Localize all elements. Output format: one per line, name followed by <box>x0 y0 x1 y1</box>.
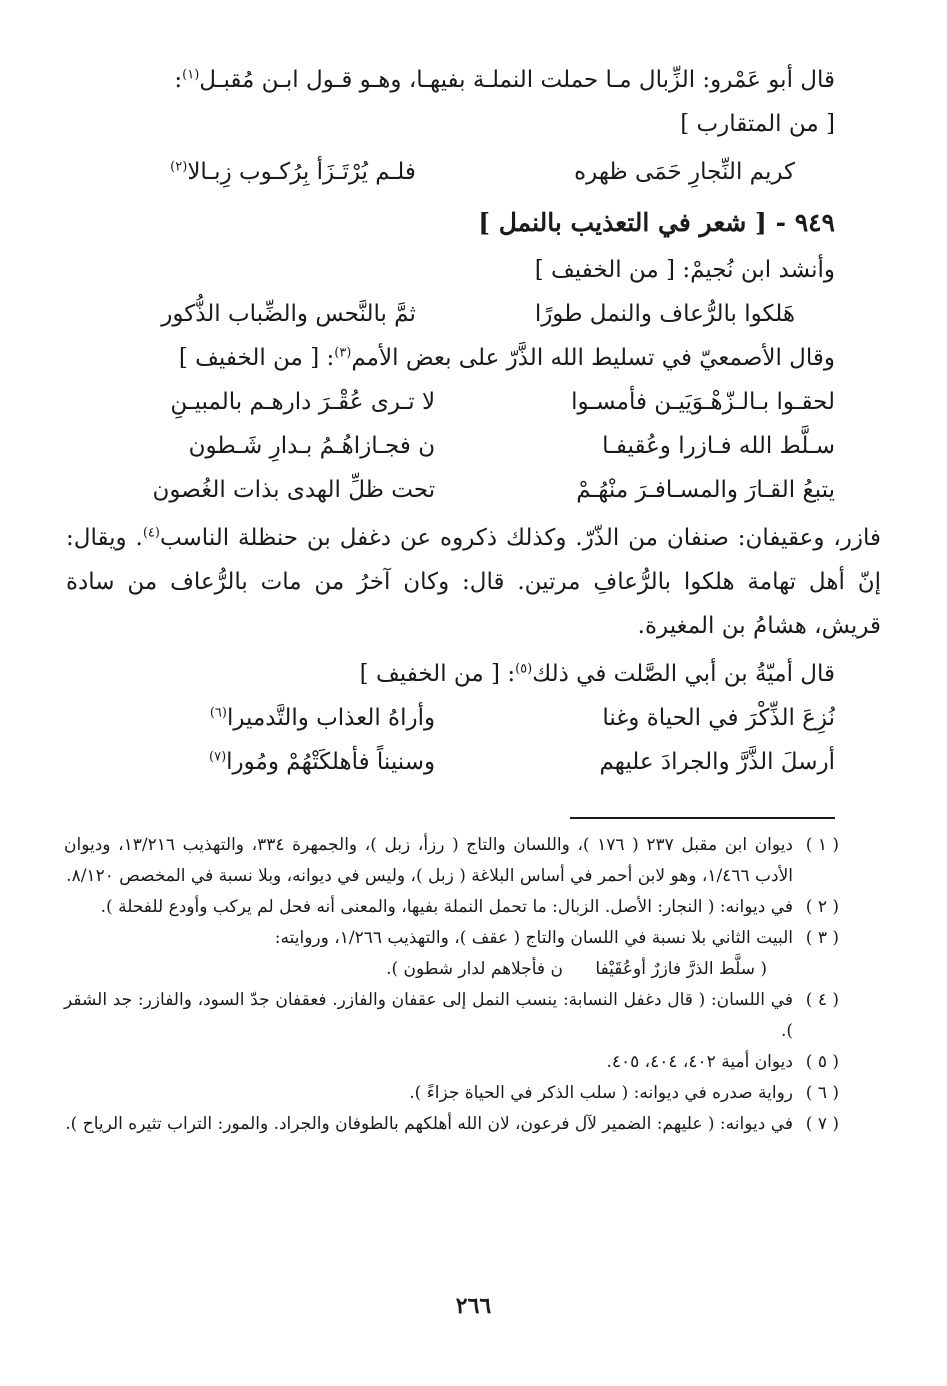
paragraph-text: قال أبو عَمْرو: الزِّبال مـا حملت النملـة بفيهـا، وهـو قـول ابـن مُقبـل <box>199 67 835 93</box>
footnote-ref[interactable]: (٥) <box>515 661 533 677</box>
verse-first-hemistich: لحقـوا بـالـزّهْـوَيَيـن فأمسـوا <box>571 389 835 415</box>
footnote <box>64 892 839 923</box>
footnote-ref[interactable]: (٧) <box>209 749 227 765</box>
footnote-number: ( ٤ ) <box>805 990 839 1010</box>
footnote-number: ( ٣ ) <box>805 928 839 948</box>
paragraph-text: : <box>174 67 183 93</box>
verse-second-hemistich <box>66 696 435 740</box>
footnote-divider <box>570 817 835 819</box>
footnote <box>64 1047 839 1078</box>
footnote <box>64 923 839 985</box>
footnote <box>64 985 839 1047</box>
verse-second-hemistich <box>66 740 435 784</box>
footnote-text <box>64 923 793 985</box>
paragraph-text: فازر، وعقيفان: صنفان من الذّرّ. وكذلك ذكروه عن دغفل بن حنظلة الناسب <box>159 525 881 551</box>
verse-first-hemistich: كريم النِّجارِ حَمَى ظهره <box>574 159 795 185</box>
verse-first-hemistich: يتبعُ القـارَ والمسـافـرَ منْهُـمْ <box>576 477 835 503</box>
verse-first-hemistich: هَلكوا بالرُّعاف والنمل طورًا <box>534 301 795 327</box>
paragraph-text: وقال الأصمعيّ في تسليط الله الذَّرّ على بعض الأمم <box>351 345 835 371</box>
verse-line <box>66 150 835 194</box>
footnote-verse-first: ( سلَّط الذرَّ فازرٌ أوعُقَيْفا <box>595 959 767 979</box>
meter-label: [ من المتقارب ] <box>680 111 835 137</box>
verse-second-hemistich <box>66 150 416 194</box>
footnote <box>64 830 839 892</box>
verse-line <box>66 740 835 784</box>
footnotes <box>64 830 839 1140</box>
footnote-text: في ديوانه: ( عليهم: الضمير لآل فرعون، لان الله أهلكهم بالطوفان والجراد. والمور: التراب تثيره الرياح ). <box>65 1114 793 1134</box>
section-heading <box>66 198 835 248</box>
footnote-line: البيت الثاني بلا نسبة في اللسان والتاج ( عقف )، والتهذيب ١/٢٦٦، وروايته: <box>274 928 793 948</box>
verse-line <box>66 424 835 468</box>
footnote-verse <box>386 959 793 979</box>
footnote-text: في اللسان: ( قال دغفل النسابة: ينسب النمل إلى عقفان والفازر. فعقفان جدّ السود، والفازر: جد الشقر ). <box>64 990 793 1041</box>
verse-line <box>66 468 835 512</box>
paragraph-2: وأنشد ابن نُجيمْ: [ من الخفيف ] <box>534 257 835 283</box>
paragraph-5 <box>66 652 835 696</box>
footnote-number: ( ٦ ) <box>805 1083 839 1103</box>
verse-line <box>66 380 835 424</box>
footnote <box>64 1109 839 1140</box>
paragraph-4 <box>66 516 881 648</box>
paragraph-3 <box>66 336 835 380</box>
footnote-number: ( ٢ ) <box>805 897 839 917</box>
hemistich-text: فلـم يُرْتَـزَأ بِرُكـوب زِبـالا <box>187 159 416 185</box>
footnote-ref[interactable]: (١) <box>182 67 200 83</box>
verse-second-hemistich: لا تـرى عُقْـرَ دارهـم بالمبيـنِ <box>170 389 436 415</box>
verse-second-hemistich: ثمَّ بالنَّحس والضِّباب الذُّكور <box>161 301 416 327</box>
verse-line <box>66 696 835 740</box>
verse-first-hemistich: نُزِعَ الذِّكْرَ في الحياة وغنا <box>602 705 835 731</box>
footnote-text: ديوان ابن مقبل ٢٣٧ ( ١٧٦ )، واللسان والتاج ( رزأ، زبل )، والجمهرة ٣٣٤، والتهذيب ١٣/٢١٦، وديوان الأدب ١/٤٦٦، وهو لابن أحمر في أساس البلاغة ( زبل )، وليس في ديوانه، وبلا نسبة في المخصص ٨/١٢٠. <box>64 835 793 886</box>
main-text <box>66 58 881 784</box>
paragraph-text: قال أميّةُ بن أبي الصَّلت في ذلك <box>532 661 835 687</box>
footnote-ref[interactable]: (٢) <box>170 159 188 175</box>
paragraph-text: : [ من الخفيف ] <box>359 661 516 687</box>
footnote-text: ديوان أمية ٤٠٢، ٤٠٤، ٤٠٥. <box>606 1052 793 1072</box>
verse-first-hemistich: أرسلَ الذَّرَّ والجرادَ عليهم <box>599 749 835 775</box>
hemistich-text: وأراهُ العذاب والتَّدميرا <box>226 705 436 731</box>
footnote-text: رواية صدره في ديوانه: ( سلب الذكر في الحياة جزاءً ). <box>409 1083 793 1103</box>
verse-second-hemistich: تحت ظلِّ الهدى بذات الغُصون <box>152 477 436 503</box>
footnote <box>64 1078 839 1109</box>
footnote-text: في ديوانه: ( النجار: الأصل. الزبال: ما تحمل النملة بفيها، والمعنى أنه فحل لم يركب وأودع للفحلة ). <box>100 897 793 917</box>
paragraph-text: . ويقال: إنّ أهل تهامة هلكوا بالرُّعافِ مرتين. قال: وكان آخرُ من مات بالرُّعاف من سادة قريش، هشامُ بن المغيرة. <box>66 525 881 639</box>
footnote-ref[interactable]: (٦) <box>209 705 227 721</box>
footnote-number: ( ٧ ) <box>805 1114 839 1134</box>
section-number: ٩٤٩ - <box>775 208 835 237</box>
paragraph-text: : [ من الخفيف ] <box>178 345 335 371</box>
footnote-number: ( ٥ ) <box>805 1052 839 1072</box>
paragraph-1 <box>66 58 835 102</box>
page-number: ٢٦٦ <box>455 1293 492 1319</box>
section-title: [ شعر في التعذيب بالنمل ] <box>478 208 767 237</box>
verse-line <box>66 292 835 336</box>
footnote-ref[interactable]: (٣) <box>334 345 352 361</box>
verse-second-hemistich: ن فجـازاهُـمُ بـدارِ شَـطون <box>188 433 436 459</box>
footnote-verse-second: ن فأجلاهم لدار شطون ). <box>386 959 563 979</box>
verse-first-hemistich: سـلَّط الله فـازرا وعُقيفـا <box>602 433 835 459</box>
hemistich-text: وسنيناً فأهلكَتْهُمْ ومُورا <box>226 749 436 775</box>
footnote-ref[interactable]: (٤) <box>142 525 160 541</box>
footnote-number: ( ١ ) <box>805 835 839 855</box>
